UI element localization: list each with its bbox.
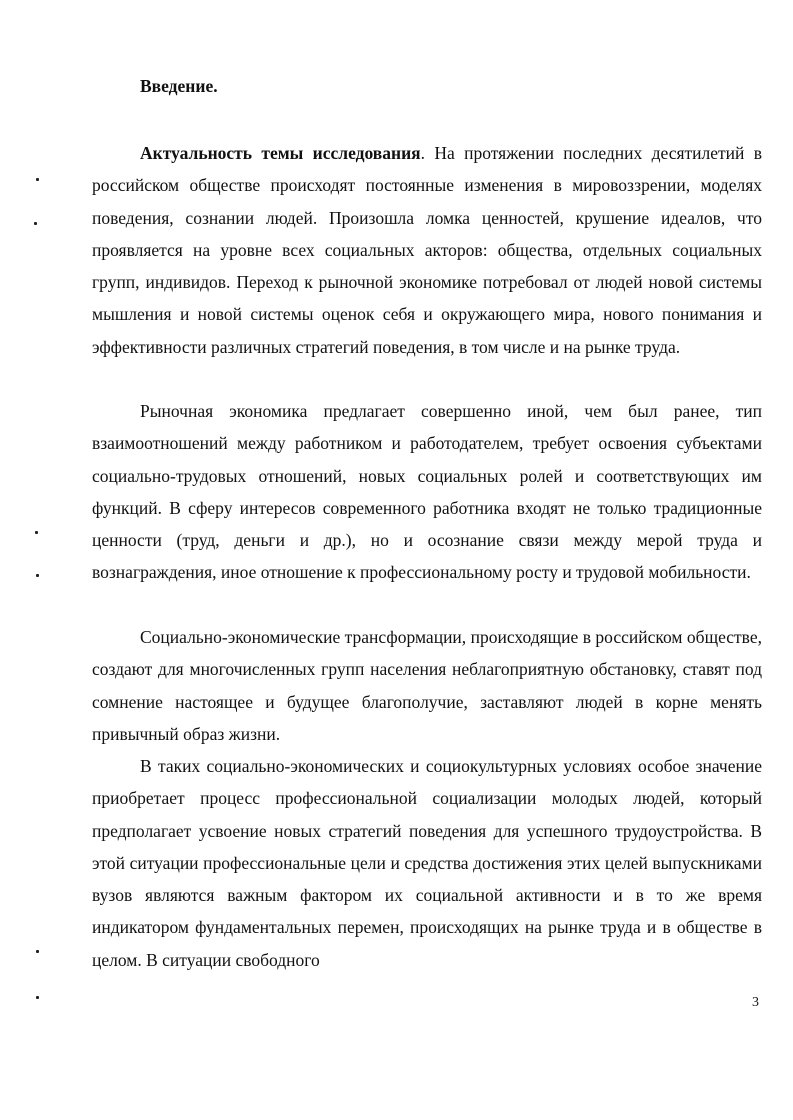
scan-speck <box>34 222 37 225</box>
paragraph-lead: Актуальность темы исследования <box>140 143 421 163</box>
scan-speck <box>36 574 39 577</box>
section-heading: Введение. <box>140 76 218 96</box>
scan-speck <box>36 996 39 999</box>
page-number: 3 <box>752 995 759 1010</box>
paragraph-4: В таких социально-экономических и социокультурных условиях особое значение приобретает процесс профессиональной социализации молодых людей, который предполагает усвоение новых стратегий поведения для успешного трудоустройства. В этой ситуации профессиональные цели и средства достижения этих целей выпускниками вузов являются важным фактором их социальной активности и в то же время индикатором фундаментальных перемен, происходящих на рынке труда и в обществе в целом. В ситуации свободного <box>92 756 762 970</box>
scan-speck <box>36 178 39 181</box>
paragraph-2: Рыночная экономика предлагает совершенно иной, чем был ранее, тип взаимоотношений между работником и работодателем, требует освоения субъектами социально-трудовых отношений, новых социальных ролей и соответствующих им функций. В сферу интересов современного работника входят не только традиционные ценности (труд, деньги и др.), но и осознание связи между мерой труда и вознаграждения, иное отношение к профессиональному росту и трудовой мобильности. <box>92 401 762 583</box>
paragraph-3: Социально-экономические трансформации, происходящие в российском обществе, создают для многочисленных групп населения неблагоприятную обстановку, ставят под сомнение настоящее и будущее благополучие, заставляют людей в корне менять привычный образ жизни. <box>92 627 762 744</box>
paragraph-text: . На протяжении последних десятилетий в российском обществе происходят постоянные изменения в мировоззрении, моделях поведения, сознании людей. Произошла ломка ценностей, крушение идеалов, что проявляется на уровне всех социальных акторов: общества, отдельных социальных групп, индивидов. Переход к рыночной экономике потребовал от людей новой системы мышления и новой системы оценок себя и окружающего мира, нового понимания и эффективности различных стратегий поведения, в том числе и на рынке труда. <box>92 143 763 357</box>
paragraph-1 <box>92 137 762 363</box>
scan-speck <box>36 950 39 953</box>
scan-speck <box>35 531 38 534</box>
